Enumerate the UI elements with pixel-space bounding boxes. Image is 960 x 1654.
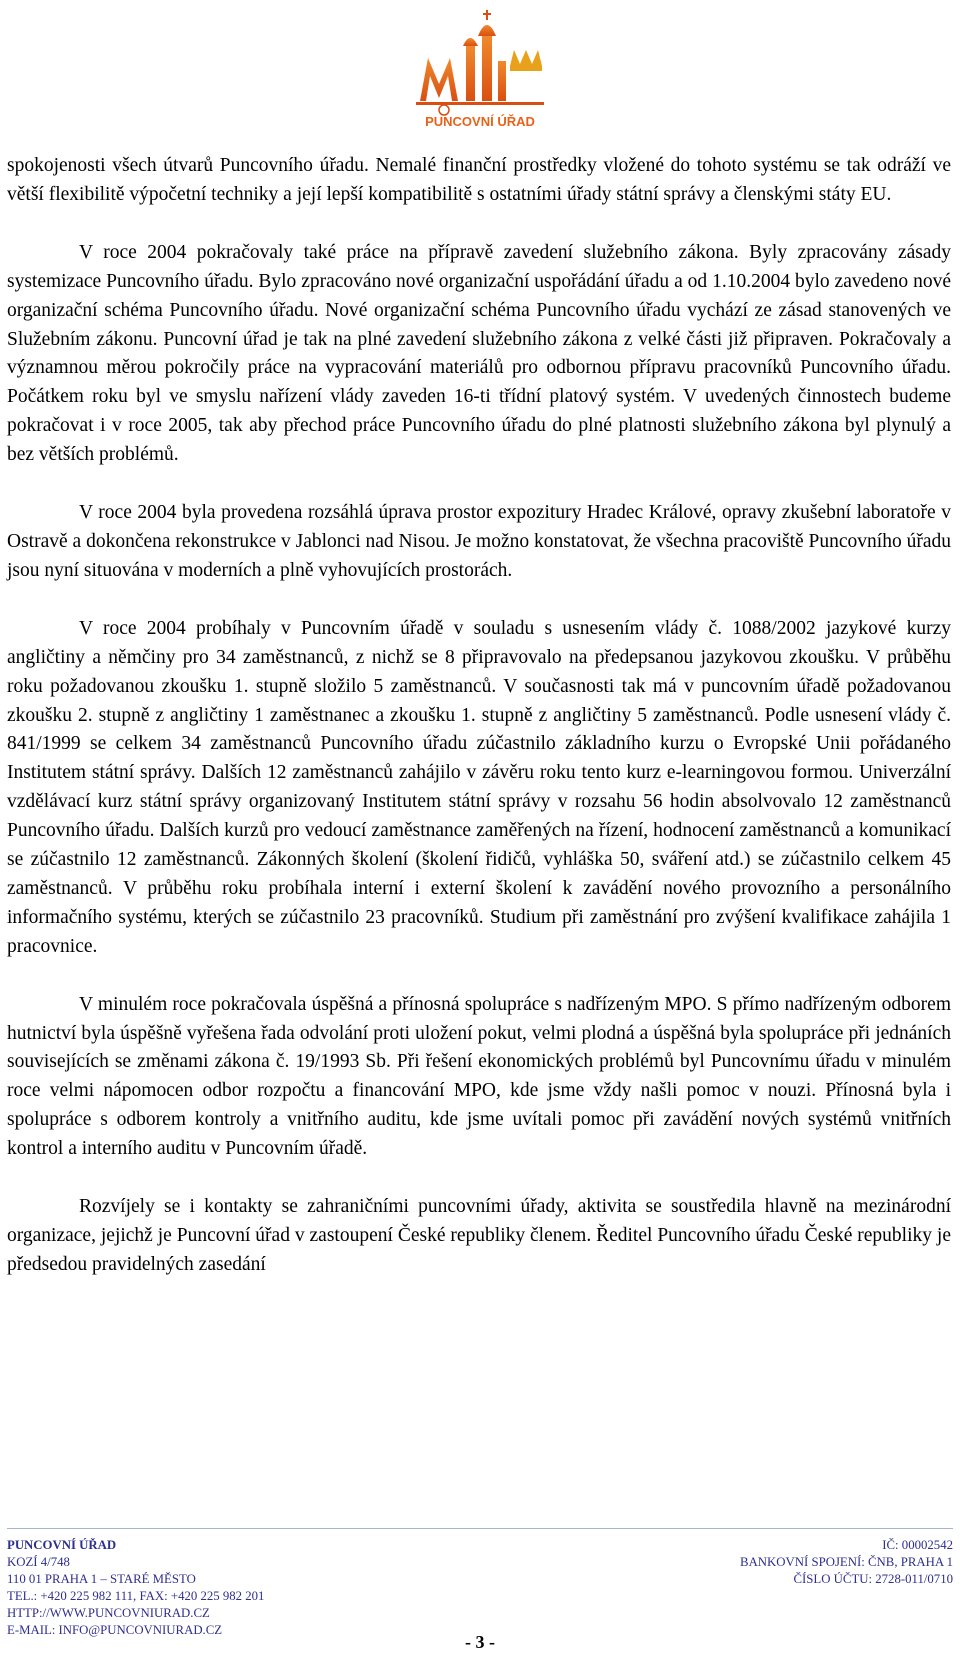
paragraph-1: spokojenosti všech útvarů Puncovního úřadu. Nemalé finanční prostředky vložené do tohoto systému se tak odráží ve větší flexibilitě výpočetní techniky a její lepší kompatibilitě s ostatními úřady státní správy a členskými státy EU. bbox=[7, 155, 951, 205]
footer-bank: BANKOVNÍ SPOJENÍ: ČNB, PRAHA 1 bbox=[740, 1555, 953, 1569]
footer-address bbox=[7, 1537, 264, 1639]
page-number: - 3 - bbox=[465, 1632, 495, 1652]
footer-account: ČÍSLO ÚČTU: 2728-011/0710 bbox=[793, 1572, 953, 1586]
paragraph-4: V roce 2004 probíhaly v Puncovním úřadě v souladu s usnesením vlády č. 1088/2002 jazykové kurzy angličtiny a němčiny pro 34 zaměstnanců, z nichž se 8 připravovalo na předepsanou jazykovou zkoušku. V průběhu roku požadovanou zkoušku 1. stupně složilo 5 zaměstnanců. V současnosti tak má v puncovním úřadě požadovanou zkoušku 2. stupně z angličtiny 1 zaměstnanec a zkoušku 1. stupně z angličtiny 5 zaměstnanců. Podle usnesení vlády č. 841/1999 se celkem 34 zaměstnanců Puncovního úřadu zúčastnilo základního kurzu o Evropské Unii pořádaného Institutem státní správy. Dalších 12 zaměstnanců zahájilo v závěru roku tento kurz e-learningovou formou. Univerzální vzdělávací kurz státní správy organizovaný Institutem státní správy v rozsahu 56 hodin absolvovalo 12 zaměstnanců Puncovního úřadu. Dalších kurzů pro vedoucí zaměstnance zaměřených na řízení, hodnocení zaměstnanců a komunikací se zúčastnilo 12 zaměstnanců. Zákonných školení (školení řidičů, vyhláška 50, sváření atd.) se zúčastnilo celkem 45 zaměstnanců. V průběhu roku probíhala interní i externí školení k zavádění nového provozního a personálního informačního systému, kterých se zúčastnilo 23 pracovníků. Studium při zaměstnání pro zvýšení kvalifikace zahájila 1 pracovnice. bbox=[7, 617, 951, 957]
footer-org-name: PUNCOVNÍ ÚŘAD bbox=[7, 1538, 117, 1552]
document-body bbox=[7, 152, 951, 1280]
puncovni-urad-logo bbox=[406, 6, 554, 151]
paragraph-2: V roce 2004 pokračovaly také práce na přípravě zavedení služebního zákona. Byly zpracovány zásady systemizace Puncovního úřadu. Bylo zpracováno nové organizační uspořádání úřadu a od 1.10.2004 bylo zavedeno nové organizační schéma Puncovního úřadu. Nové organizační schéma Puncovního úřadu vychází ze zásad stanovených ve Služebním zákonu. Puncovní úřad je tak na plné zavedení služebního zákona z velké části již připraven. Pokračovaly a významnou měrou pokročily práce na vypracování materiálů pro odbornou přípravu pracovníků Puncovního úřadu. Počátkem roku byl ve smyslu nařízení vlády zaveden 16-ti třídní platový systém. V uvedených činnostech budeme pokračovat i v roce 2005, tak aby přechod práce Puncovního úřadu do plné platnosti služebního zákona byl plynulý a bez větších problémů. bbox=[7, 241, 951, 466]
paragraph-5: V minulém roce pokračovala úspěšná a přínosná spolupráce s nadřízeným MPO. S přímo nadřízeným odborem hutnictví byla úspěšně vyřešena řada odvolání proti uložení pokut, velmi plodná a úspěšná byla spolupráce při jednáních souvisejících se změnami zákona č. 19/1993 Sb. Při řešení ekonomických problémů byl Puncovnímu úřadu v minulém roce velmi nápomocen odbor rozpočtu a financování MPO, kde jsme vždy našli pomoc v nouzi. Přínosná byla i spolupráce s odborem kontroly a vnitřního auditu, kde jsme uvítali pomoc při zavádění nových systémů vnitřních kontrol a interního auditu v Puncovním úřadě. bbox=[7, 993, 951, 1160]
footer-bank-info bbox=[740, 1537, 953, 1588]
footer-street: KOZÍ 4/748 bbox=[7, 1555, 70, 1569]
footer-ico: IČ: 00002542 bbox=[882, 1538, 953, 1552]
logo-text: PUNCOVNÍ ÚŘAD bbox=[425, 114, 535, 129]
footer-email-link[interactable]: E-MAIL: INFO@PUNCOVNIURAD.CZ bbox=[7, 1623, 223, 1637]
paragraph-6: Rozvíjely se i kontakty se zahraničními puncovními úřady, aktivita se soustředila hlavně na mezinárodní organizace, jejichž je Puncovní úřad v zastoupení České republiky členem. Ředitel Puncovního úřadu České republiky je předsedou pravidelných zasedání bbox=[7, 1196, 951, 1275]
footer-divider bbox=[7, 1528, 953, 1529]
footer-website-link[interactable]: HTTP://WWW.PUNCOVNIURAD.CZ bbox=[7, 1606, 210, 1620]
paragraph-3: V roce 2004 byla provedena rozsáhlá úprava prostor expozitury Hradec Králové, opravy zkušební laboratoře v Ostravě a dokončena rekonstrukce v Jablonci nad Nisou. Je možno konstatovat, že všechna pracoviště Puncovního úřadu jsou nyní situována v moderních a plně vyhovujících prostorách. bbox=[7, 502, 951, 581]
footer-phone: TEL.: +420 225 982 111, FAX: +420 225 982 201 bbox=[7, 1589, 265, 1603]
footer-city: 110 01 PRAHA 1 – STARÉ MĚSTO bbox=[7, 1572, 196, 1586]
